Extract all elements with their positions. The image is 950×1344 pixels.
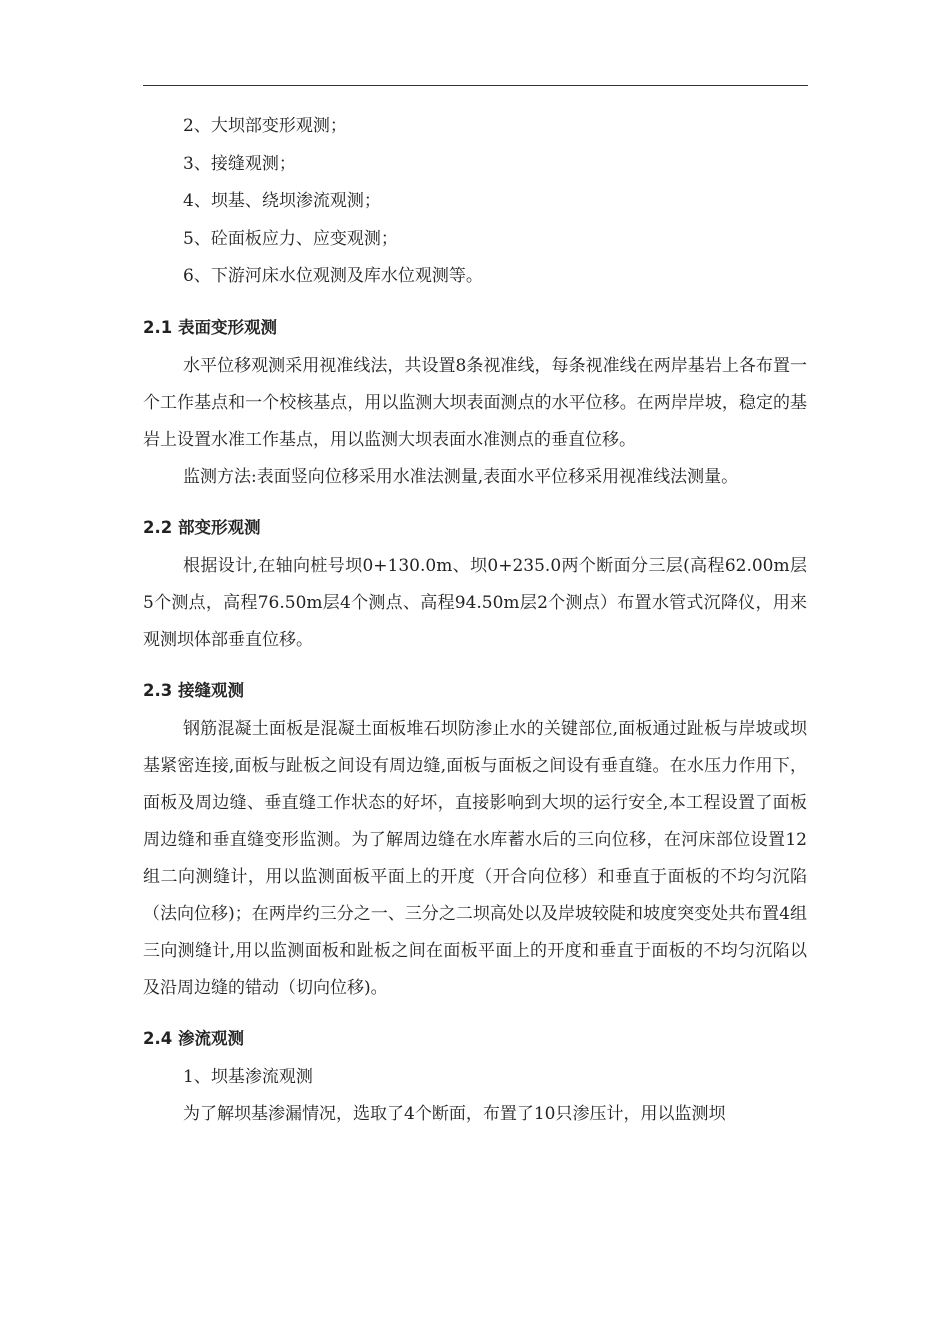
list-item: 4、坝基、绕坝渗流观测； (183, 191, 381, 211)
document-body (143, 108, 807, 1133)
paragraph: 钢筋混凝土面板是混凝土面板堆石坝防渗止水的关键部位,面板通过趾板与岸坡或坝基紧密连接,面板与趾板之间设有周边缝,面板与面板之间设有垂直缝。在水压力作用下，面板及周边缝、垂直缝工作状态的好坏，直接影响到大坝的运行安全,本工程设置了面板周边缝和垂直缝变形监测。为了解周边缝在水库蓄水后的三向位移，在河床部位设置12组二向测缝计，用以监测面板平面上的开度（开合向位移）和垂直于面板的不均匀沉陷（法向位移)；在两岸约三分之一、三分之二坝高处以及岸坡较陡和坡度突变处共布置4组三向测缝计,用以监测面板和趾板之间在面板平面上的开度和垂直于面板的不均匀沉陷以及沿周边缝的错动（切向位移)。 (143, 718, 807, 998)
list-item: 1、坝基渗流观测 (183, 1066, 313, 1087)
list-item: 6、下游河床水位观测及库水位观测等。 (183, 266, 483, 286)
list-item: 2、大坝部变形观测； (183, 116, 347, 136)
section-heading-2-3: 2.3 接缝观测 (143, 680, 244, 700)
list-item: 3、接缝观测； (183, 153, 296, 174)
section-heading-2-4: 2.4 渗流观测 (143, 1028, 244, 1048)
paragraph: 水平位移观测采用视准线法，共设置8条视准线，每条视准线在两岸基岩上各布置一个工作基点和一个校核基点，用以监测大坝表面测点的水平位移。在两岸岸坡，稳定的基岩上设置水准工作基点，用以监测大坝表面水准测点的垂直位移。 (143, 355, 807, 450)
list-item: 5、砼面板应力、应变观测； (183, 228, 398, 249)
paragraph: 监测方法:表面竖向位移采用水准法测量,表面水平位移采用视准线法测量。 (183, 466, 739, 487)
section-heading-2-1: 2.1 表面变形观测 (143, 317, 277, 337)
header-rule (143, 85, 808, 86)
paragraph: 为了解坝基渗漏情况，选取了4个断面，布置了10只渗压计，用以监测坝 (183, 1104, 726, 1124)
section-heading-2-2: 2.2 部变形观测 (143, 517, 261, 537)
paragraph: 根据设计,在轴向桩号坝0+130.0m、坝0+235.0两个断面分三层(高程62.00m层5个测点，高程76.50m层4个测点、高程94.50m层2个测点）布置水管式沉降仪，用来观测坝体部垂直位移。 (143, 555, 807, 650)
